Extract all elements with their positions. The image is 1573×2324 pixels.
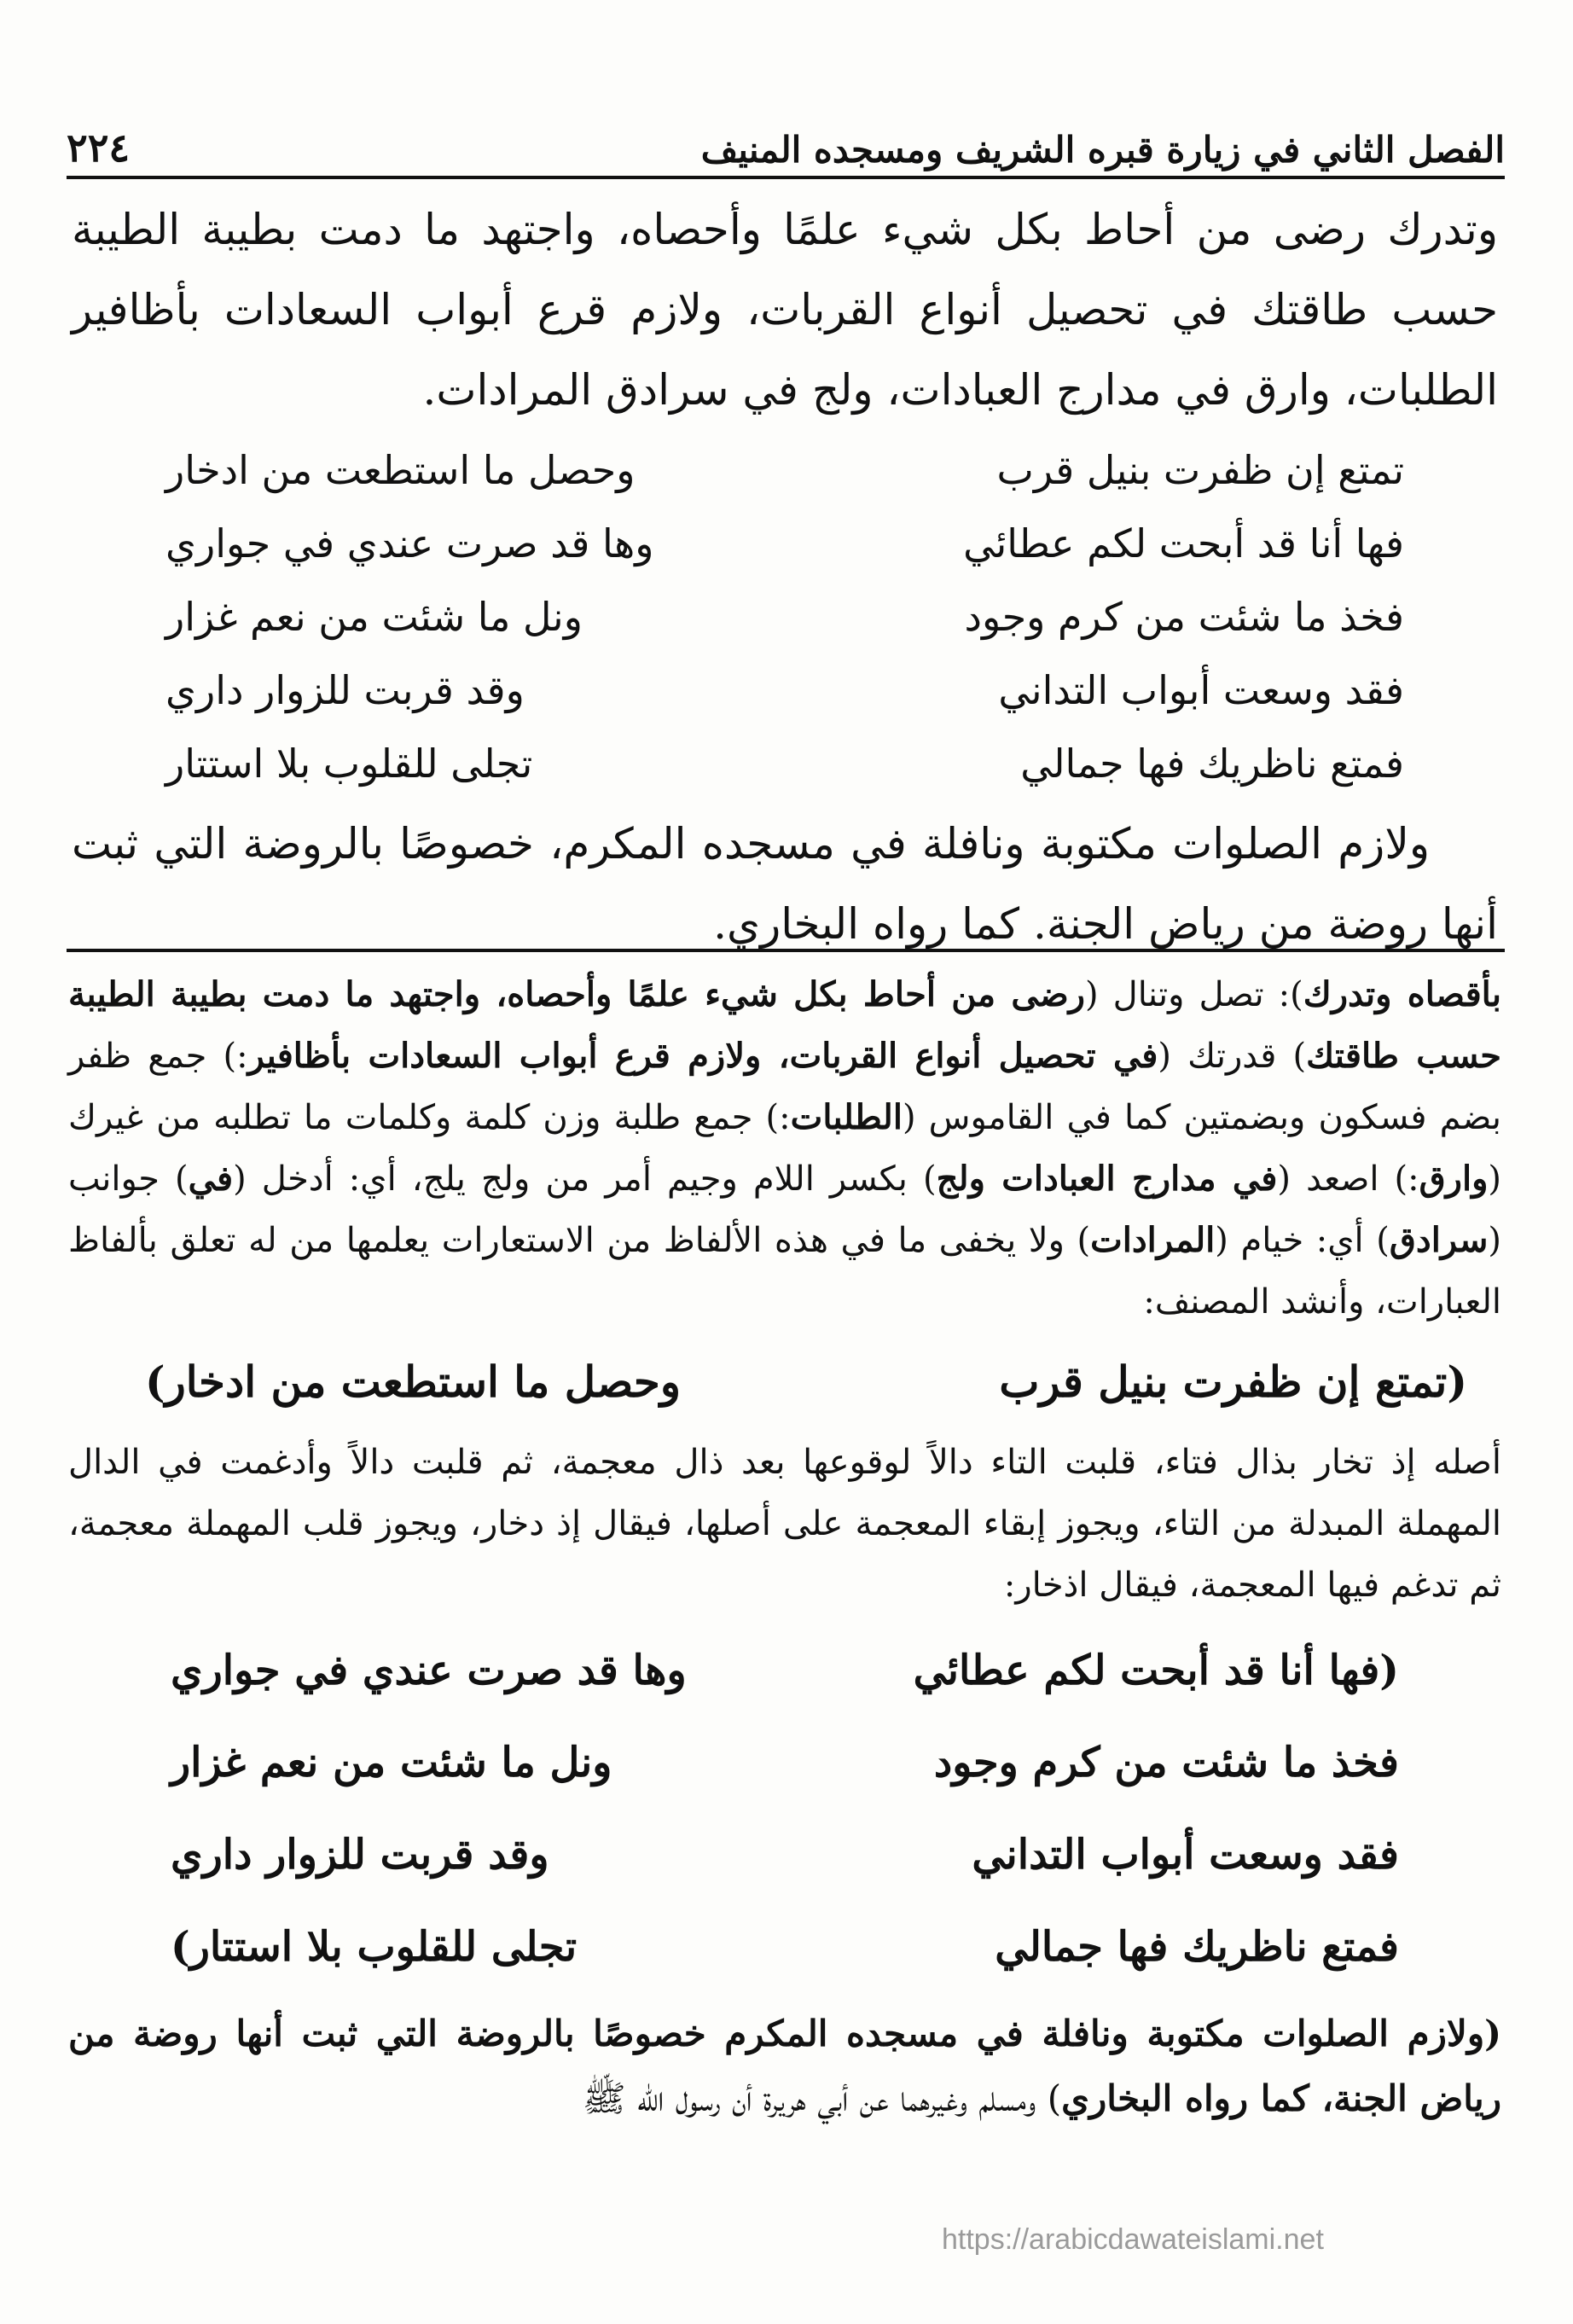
gloss-text: :) جمع طلبة وزن كلمة وكلمات ما تطلبه من غيرك ( xyxy=(68,1098,1501,1199)
main-poem xyxy=(72,433,1498,800)
poem-verse xyxy=(72,727,1498,800)
poem-verse xyxy=(72,654,1498,727)
verse-first-hemistich: فخذ ما شئت من كرم وجود xyxy=(964,594,1404,640)
commentary xyxy=(68,964,1501,2131)
quoted-text: المرادات xyxy=(1090,1220,1216,1260)
commentary-paragraph-1 xyxy=(68,964,1501,1333)
verse-second-hemistich: وقد قربت للزوار داري xyxy=(165,667,525,713)
commentary-poem xyxy=(68,1624,1501,1993)
gloss-text: ) أي: خيام ( xyxy=(1215,1221,1390,1260)
verse-first-hemistich: فمتع ناظريك فها جمالي xyxy=(1020,741,1404,787)
commentary-paragraph-3 xyxy=(68,2002,1501,2131)
quoted-text: (ولازم الصلوات مكتوبة ونافلة في مسجده المكرم خصوصًا بالروضة التي ثبت أنها روضة من رياض الجنة، كما رواه البخاري xyxy=(68,2013,1501,2119)
quoted-text: في xyxy=(188,1159,234,1199)
commentary-divider xyxy=(67,949,1505,952)
verse-second-hemistich: وها قد صرت عندي في جواري xyxy=(171,1647,687,1694)
verse-first-hemistich: فمتع ناظريك فها جمالي xyxy=(995,1923,1399,1971)
poem-verse xyxy=(68,1809,1501,1901)
poem-verse xyxy=(68,1624,1501,1717)
gloss-text: :) جمع ظفر بضم فسكون وبضمتين كما في القاموس ( xyxy=(68,1037,1502,1137)
verse-second-hemistich: وها قد صرت عندي في جواري xyxy=(165,520,654,566)
verse-second-hemistich: وحصل ما استطعت من ادخار xyxy=(165,447,636,493)
poem-verse xyxy=(72,507,1498,580)
verse-second-hemistich: وحصل ما استطعت من ادخار) xyxy=(145,1357,681,1407)
verse-first-hemistich: (فها أنا قد أبحت لكم عطائي xyxy=(913,1647,1399,1694)
verse-first-hemistich: تمتع إن ظفرت بنيل قرب xyxy=(996,447,1404,493)
quoted-text: بأقصاه وتدرك xyxy=(1303,974,1502,1014)
verse-first-hemistich: (تمتع إن ظفرت بنيل قرب xyxy=(999,1357,1467,1407)
verse-second-hemistich: ونل ما شئت من نعم غزار xyxy=(171,1739,612,1787)
quoted-text: رضى من أحاط بكل شيء علمًا وأحصاه، واجتهد ما دمت بطيبة الطيبة حسب طاقتك xyxy=(68,974,1501,1076)
quoted-text: في مدارج العبادات ولج xyxy=(936,1159,1278,1199)
poem-verse xyxy=(72,580,1498,654)
main-text xyxy=(72,189,1498,964)
verse-second-hemistich: وقد قربت للزوار داري xyxy=(171,1831,549,1879)
commentary-paragraph-2: أصله إذ تخار بذال فتاء، قلبت التاء دالاً لوقوعها بعد ذال معجمة، ثم قلبت دالاً وأدغمت في الدال المهملة المبدلة من التاء، ويجوز إبقاء المعجمة على أصلها، فيقال إذ دخار، ويجوز قلب المهملة معجمة، ثم تدغم فيها المعجمة، فيقال اذخار: xyxy=(68,1443,1501,1605)
main-paragraph-2: ولازم الصلوات مكتوبة ونافلة في مسجده المكرم، خصوصًا بالروضة التي ثبت أنها روضة من رياض الجنة. كما رواه البخاري. xyxy=(72,819,1498,949)
quoted-text: في تحصيل أنواع القربات، ولازم قرع أبواب السعادات بأظافير xyxy=(247,1036,1158,1076)
gloss-text: :) اصعد ( xyxy=(1277,1159,1419,1199)
poem-verse xyxy=(72,433,1498,507)
main-paragraph-1: وتدرك رضى من أحاط بكل شيء علمًا وأحصاه، واجتهد ما دمت بطيبة الطيبة حسب طاقتك في تحصيل أنواع القربات، ولازم قرع أبواب السعادات بأظافير الطلبات، وارق في مدارج العبادات، ولج في سرادق المرادات. xyxy=(72,205,1498,415)
watermark-url: https://arabicdawateislami.net xyxy=(942,2223,1324,2256)
page-number: ٢٢٤ xyxy=(67,125,131,171)
gloss-text: ): تصل وتنال ( xyxy=(1084,975,1303,1014)
verse-second-hemistich: تجلى للقلوب بلا استتار xyxy=(165,741,533,787)
running-title: الفصل الثاني في زيارة قبره الشريف ومسجده المنيف xyxy=(700,129,1505,171)
gloss-text: ) بكسر اللام وجيم أمر من ولج يلج، أي: أدخل ( xyxy=(233,1159,937,1199)
verse-first-hemistich: فخذ ما شئت من كرم وجود xyxy=(933,1739,1399,1787)
poem-verse xyxy=(68,1717,1501,1809)
quoted-text: سرادق xyxy=(1389,1220,1489,1260)
header-rule xyxy=(67,176,1505,179)
page-header xyxy=(67,102,1505,171)
gloss-text: ) قدرتك ( xyxy=(1158,1037,1307,1076)
verse-first-hemistich: فقد وسعت أبواب التداني xyxy=(998,667,1404,713)
poem-verse xyxy=(68,1901,1501,1993)
gloss-text: ) ولا يخفى ما في هذه الألفاظ من الاستعارات يعلمها من له تعلق بألفاظ العبارات، وأنشد المصنف: xyxy=(68,1221,1501,1322)
gloss-text: ) جوانب ( xyxy=(68,1159,1501,1260)
gloss-text: ) ومسلم وغيرهما عن أبي هريرة أن رسول الله ﷺ xyxy=(582,2077,1062,2119)
commentary-quoted-verse xyxy=(68,1338,1501,1426)
verse-first-hemistich: فها أنا قد أبحت لكم عطائي xyxy=(963,520,1404,566)
quoted-text: وارق xyxy=(1419,1159,1489,1199)
verse-first-hemistich: فقد وسعت أبواب التداني xyxy=(972,1831,1399,1879)
verse-second-hemistich: ونل ما شئت من نعم غزار xyxy=(165,594,583,640)
verse-second-hemistich: تجلى للقلوب بلا استتار) xyxy=(171,1923,578,1971)
quoted-text: الطلبات xyxy=(790,1097,903,1137)
